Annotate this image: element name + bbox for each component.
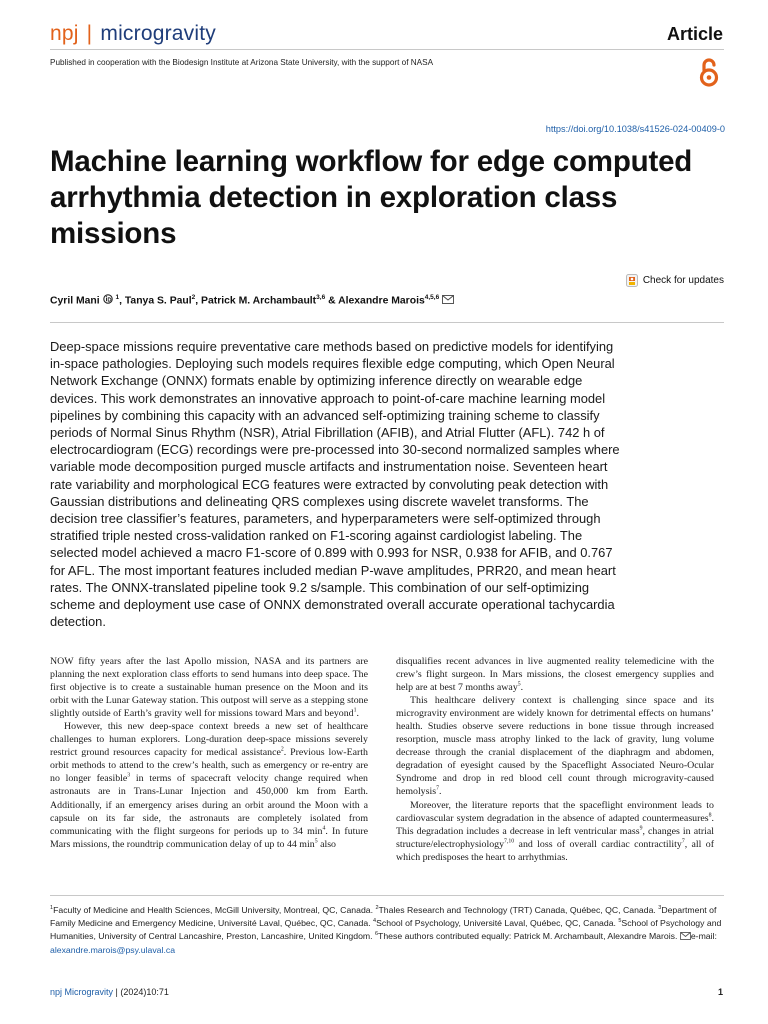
body-paragraph: However, this new deep-space context breeds a new set of healthcare challenges to human explorers. Long-duration deep-space missions severely restrict ground resources capacity for medical assistance$^2$. Previous low-Earth orbit methods to attend to the crew’s health, such as emergency or re-entry are no longer feasible$^3$ in terms of spacecraft velocity change required when astronauts are in Trans-Lunar Injection and 450,000 km from Earth. Additionally, if an emergency arises during an orbit around the Moon with a capsule on its far side, the astronauts are completely isolated from communicating with the flight surgeons for periods up to 34 $\min^4$. In future Mars missions, the roundtrip communication delay of up to 44 $\min^5$ also (50, 721, 368, 850)
author-name[interactable]: Alexandre Marois (338, 295, 425, 307)
author-separator: , (119, 295, 125, 307)
journal-name: microgravity (100, 22, 216, 45)
author-name[interactable]: Tanya S. Paul (124, 295, 192, 307)
journal-npj: npj (50, 22, 79, 45)
published-note: Published in cooperation with the Biodesign Institute at Arizona State University, with the support of NASA (50, 58, 434, 67)
body-column-right (396, 655, 714, 864)
email-label: e-mail: (690, 931, 717, 942)
body-paragraph: NOW fifty years after the last Apollo mission, NASA and its partners are planning the next exploration class efforts to send humans into deep space. The first objective is to create a sustainable human presence on the Moon and its orbit with the Lunar Gateway station. This outpost will serve as a stepping stone slightly outside of Earth’s gravity well for missions toward Mars and beyond$^1$. (50, 656, 368, 720)
author-separator: , (195, 295, 202, 307)
open-access-icon[interactable] (697, 56, 721, 88)
citation-ref[interactable]: 7,10 (504, 838, 515, 845)
author-affiliation-sup: 2 (191, 294, 196, 301)
email-icon[interactable] (442, 295, 454, 304)
header-divider (50, 49, 724, 50)
check-updates-icon (626, 274, 638, 287)
author-affiliation-sup: 3,6 (316, 294, 326, 301)
body-paragraph: disqualifies recent advances in live augmented reality telemedicine with the crew’s flight surgeon. In Mars missions, the closest emergency supplies and help are at best 7 months away$^5$. (396, 656, 714, 694)
body-paragraph: This healthcare delivery context is challenging since space and its microgravity environment are widely known for detrimental effects on humans’ health. Studies observe severe reductions in bone tissue through increased resorption, muscle mass atrophy linked to the lack of gravity, lung volume decrease through the cranial displacement of the diaphragm and abdomen, degradation of eyesight caused by the Spaceflight Associated Neuro-Ocular Syndrome and drop in red blood cell count through microgravity-caused hemolysis$^7$. (396, 695, 714, 798)
citation-ref[interactable]: 7 (436, 786, 439, 793)
footer-volume: | (2024)10:71 (113, 987, 169, 997)
footer-citation (50, 987, 169, 997)
citation-ref[interactable]: 8 (708, 812, 712, 819)
body-paragraph: Moreover, the literature reports that the spaceflight environment leads to cardiovascular system degradation in the absence of adapted countermeasures$^8$. This degradation includes a decrease in left ventricular mass$^9$, changes in atrial structure/electrophysiology$^{7,10}$ and loss of overall cardiac contractility$^7$, all of which predisposes the heart to arrhythmias. (396, 799, 714, 863)
doi-link[interactable]: https://doi.org/10.1038/s41526-024-00409-0 (545, 124, 725, 134)
article-type: Article (666, 24, 723, 44)
check-updates-label: Check for updates (642, 275, 724, 286)
check-for-updates-button[interactable] (626, 274, 724, 287)
footer-journal-link[interactable]: npj Microgravity (50, 987, 114, 997)
author-name[interactable]: Patrick M. Archambault (201, 295, 317, 307)
journal-title[interactable] (50, 22, 216, 46)
citation-ref[interactable]: 9 (639, 825, 643, 832)
author-separator: & (325, 295, 339, 307)
orcid-icon[interactable] (103, 294, 113, 304)
article-title: Machine learning workflow for edge computed arrhythmia detection in exploration class missions (50, 145, 693, 250)
page-number: 1 (717, 987, 723, 997)
citation-ref[interactable]: 5 (517, 681, 521, 688)
author-name[interactable]: Cyril Mani (50, 295, 100, 307)
citation-ref[interactable]: 7 (681, 838, 685, 845)
author-affiliation-sup: 1 (115, 294, 120, 301)
citation-ref[interactable]: 1 (353, 707, 357, 714)
authors-divider (50, 322, 724, 323)
email-icon (680, 932, 691, 940)
affiliations: $^1$Faculty of Medicine and Health Sciences, McGill University, Montreal, QC, Canada. $^2$Thales Research and Technology (TRT) Canada, Québec, QC, Canada. $^3$Department of Family Medicine and Emergency Medicine, Université Laval, Québec, QC, Canada. $^4$School of Psychology, Université Laval, Québec, QC, Canada. $^5$School of Psychology and Humanities, University of Central Lancashire, Preston, Lancashire, United Kingdom. $^6$These authors contributed equally: Patrick M. Archambault, Alexandre Marois. e-mail: alexandre.marois@psy.ulaval.ca (50, 905, 722, 955)
author-email-link[interactable]: alexandre.marois@psy.ulaval.ca (50, 944, 176, 955)
body-column-left (50, 655, 368, 851)
citation-ref[interactable]: 3 (127, 773, 131, 780)
abstract: Deep-space missions require preventative care methods based on predictive models for identifying in-space pathologies. Deploying such models requires flexible edge computing, which Open Neural Network Exchange (ONNX) formats enable by optimizing inference directly on wearable edge devices. This work demonstrates an innovative approach to point-of-care machine learning model pipelines by combining this capacity with an advanced self-optimizing training scheme to classify periods of Normal Sinus Rhythm (NSR), Atrial Fibrillation (AFIB), and Atrial Flutter (AFL). 742 h of electrocardiogram (ECG) recordings were pre-processed into 30-second normalized samples where variable mode decomposition purged muscle artifacts and instrumentation noise. Seventeen heart rate variability and morphological ECG features were extracted by convoluting peak detection with Gaussian distributions and delineating QRS complexes using discrete wavelet transforms. The decision tree classifier’s features, parameters, and hyperparameters were self-optimized through stratified triple nested cross-validation ranked on F1-scoring against cardiologist labeling. The selected model achieved a macro F1-score of 0.899 with 0.993 for NSR, 0.938 for AFIB, and 0.767 for AFL. The most important features included median P-wave amplitudes, PRR20, and mean heart rates. The ONNX-translated pipeline took 9.2 s/sample. This combination of our self-optimizing scheme and deployment use case of ONNX demonstrated overall accurate operational tachycardia detection. (50, 339, 620, 630)
citation-ref[interactable]: 5 (314, 838, 318, 845)
citation-ref[interactable]: 2 (280, 747, 284, 754)
footnote-divider (50, 895, 724, 896)
author-affiliation-sup: 4,5,6 (424, 294, 440, 301)
citation-ref[interactable]: 4 (322, 825, 326, 832)
author-list (50, 294, 454, 306)
journal-separator: | (86, 22, 93, 45)
